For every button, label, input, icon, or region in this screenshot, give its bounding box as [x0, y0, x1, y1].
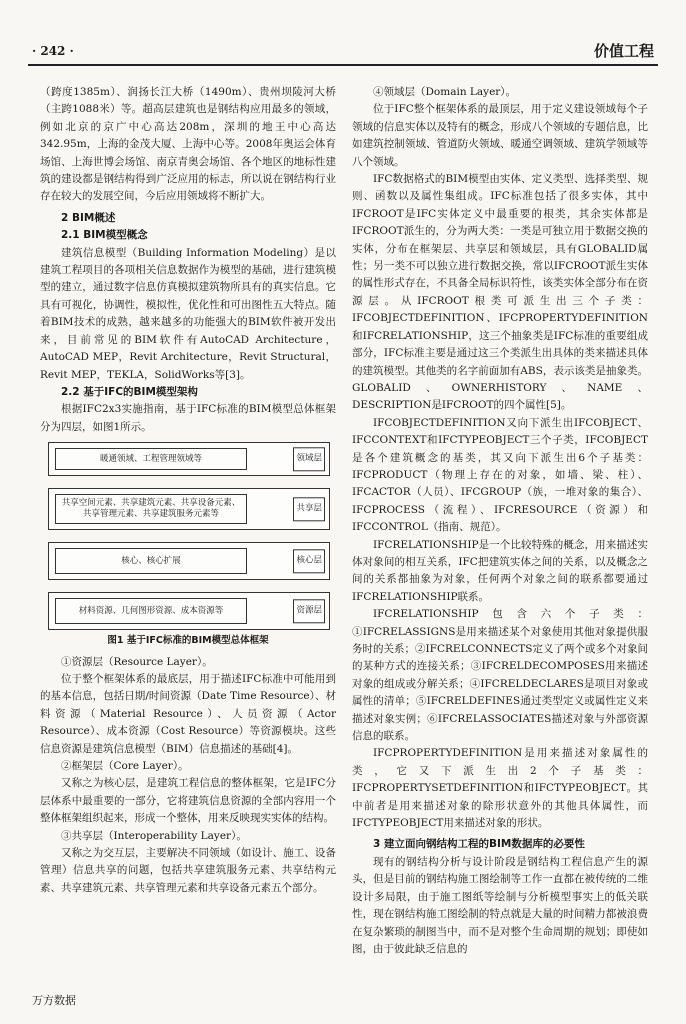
section-heading-2: 2 BIM概述	[61, 211, 116, 224]
paragraph-2-1: 建筑信息模型（Building Information Modeling）是以建筑工程项目的各项相关信息数据作为模型的基础，进行建筑模型的建立，通过数字信息仿真模拟建筑物所具有的真实信息。它具有可视化，协调性，模拟性，优化性和可出图性五大特点。随着BIM技术的成熟，越来越多的功能强大的BIM软件被开发出来，目前常见的BIM软件有AutoCAD Architecture，AutoCAD MEP，Revit Architecture，Revit Structural，Revit MEP，TEKLA，SolidWorks等[3]。	[40, 246, 336, 381]
core-layer-content: 核心、核心扩展	[55, 548, 247, 574]
paragraph-2-2: 根据IFC2x3实施指南，基于IFC标准的BIM模型总体框架分为四层，如图1所示。	[40, 403, 336, 433]
paragraph-ifc-structure: IFC数据格式的BIM模型由实体、定义类型、选择类型、规则、函数以及属性集组成。IFC标准包括了很多实体，其中IFCROOT是IFC实体定义中最重要的根类，其余实体都是IFCROOT派生的，分为两大类：一类是可独立用于数据交换的实体，分布在框架层、共享层和领域层，具有GLOBALID属性；另一类不可以独立进行数据交换，常以IFCROOT派生实体的属性形式存在，不具备全局标识符性，该类实体全部分布在资源层。从IFCROOT根类可派生出三个子类：IFCOBJECTDEFINITION、IFCPROPERTYDEFINITION和IFCRELATIONSHIP，这三个抽象类是IFC标准的重要组成部分，IFC标准主要是通过这三个类派生出具体的类来描述具体的建筑模型。其他类的名字前面加有ABS，表示该类是抽象类。GLOBALID、OWNERHISTORY、NAME、DESCRIPTION是IFCROOT的四个属性[5]。	[352, 173, 648, 412]
footer-watermark: 万方数据	[32, 994, 76, 1007]
item-4-body: 位于IFC整个框架体系的最顶层，用于定义建设领域每个子领域的信息实体以及特有的概念，形成八个领域的专题信息，比如建筑控制领域、管道防火领域、暖通空调领域、建筑学领域等八个领域。	[352, 103, 648, 168]
resource-layer-box	[48, 592, 330, 630]
right-column	[352, 84, 648, 958]
item-2-body: 又称之为核心层，是建筑工程信息的整体框架，它是IFC分层体系中最重要的一部分，它将建筑信息资源的全部内容用一个整体框架组织起来，形成一个整体，用来反映现实实体的结构。	[40, 777, 336, 825]
journal-title: 价值工程	[593, 42, 654, 60]
section-heading-2-2: 2.2 基于IFC的BIM模型架构	[61, 385, 198, 398]
item-2-title: ②框架层（Core Layer）。	[61, 759, 189, 772]
shared-layer-content: 共享空间元素、共享建筑元素、共享设备元素、共享管理元素、共享建筑服务元素等	[55, 494, 247, 524]
paragraph-intro: （跨度1385m）、润扬长江大桥（1490m）、贵州坝陵河大桥（主跨1088米）等。超高层建筑也是钢结构应用最多的领域，例如北京的京广中心高达208m，深圳的地王中心高达342.95m，上海的金茂大厦、上海中心等。2008年奥运会体育场馆、上海世博会场馆、南京青奥会场馆、各个地区的地标性建筑的建设都是钢结构得到广泛应用的标志，所以说在钢结构行业存在较大的发展空间，今后应用领域将不断扩大。	[40, 86, 336, 203]
shared-layer-tag: 共享层	[293, 497, 325, 520]
paragraph-ifcobjectdefinition: IFCOBJECTDEFINITION又向下派生出IFCOBJECT、IFCCONTEXT和IFCTYPEOBJECT三个子类，IFCOBJECT是各个建筑概念的基类，其又向下派生出6个子基类：IFCPRODUCT（物理上存在的对象，如墙、梁、柱）、IFCACTOR（人员）、IFCGROUP（族，一堆对象的集合）、IFCPROCESS（流程）、IFCRESOURCE（资源）和IFCCONTROL（指南、规范）。	[352, 416, 648, 534]
domain-layer-tag: 领域层	[293, 447, 325, 470]
paragraph-ifcrelationship-subclasses: IFCRELATIONSHIP包含六个子类：①IFCRELASSIGNS是用来描述某个对象使用其他对象提供服务时的关系；②IFCRELCONNECTS定义了两个或多个对象间的某种方式的连接关系；③IFCRELDECOMPOSES用来描述对象的组成或分解关系；④IFCRELDECLARES是项目对象或属性的清单；⑤IFCRELDEFINES通过类型定义或属性定义来描述对象实例；⑥IFCRELASSOCIATES描述对象与外部资源信息的联系。	[352, 608, 648, 743]
figure-1-framework	[48, 442, 328, 630]
resource-layer-tag: 资源层	[293, 599, 325, 622]
shared-layer-box	[48, 488, 330, 530]
item-3-title: ③共享层（Interoperability Layer）。	[61, 829, 247, 842]
section-heading-2-1: 2.1 BIM模型概念	[61, 229, 148, 242]
page-number: · 242 ·	[32, 44, 74, 58]
section-heading-3: 3 建立面向钢结构工程的BIM数据库的必要性	[373, 838, 585, 851]
paragraph-ifcpropertydefinition: IFCPROPERTYDEFINITION是用来描述对象属性的类，它又下派生出2个子基类：IFCPROPERTYSETDEFINITION和IFCTYPEOBJECT。其中前者是用来描述对象的除形状意外的其他具体属性，而IFCTYPEOBJECT用来描述对象的形状。	[352, 747, 648, 830]
item-3-body: 又称之为交互层，主要解决不同领域（如设计、施工、设备管理）信息共享的问题，包括共享建筑服务元素、共享结构元素、共享建筑元素、共享管理元素和共享设备元素五个部分。	[40, 847, 336, 894]
item-1-body: 位于整个框架体系的最底层，用于描述IFC标准中可能用到的基本信息，包括日期/时间资源（Date Time Resource）、材料资源（Material Resource）、人员资源（Actor Resource）、成本资源（Cost Resource）等资源模块。这些信息资源是建筑信息模型（BIM）信息描述的基础[4]。	[40, 672, 336, 755]
domain-layer-content: 暖通领域、工程管理领域等	[55, 448, 247, 470]
domain-layer-box	[48, 442, 330, 476]
figure-1-caption: 图1 基于IFC标准的BIM模型总体框架	[107, 635, 269, 647]
page-header	[28, 40, 658, 66]
left-column	[40, 84, 336, 897]
item-1-title: ①资源层（Resource Layer）。	[61, 655, 213, 668]
resource-layer-content: 材料资源、几何图形资源、成本资源等	[55, 598, 247, 624]
core-layer-tag: 核心层	[293, 549, 325, 572]
core-layer-box	[48, 542, 330, 580]
paragraph-ifcrelationship: IFCRELATIONSHIP是一个比较特殊的概念，用来描述实体对象间的相互关系，IFC把建筑实体之间的关系，以及概念之间的关系都抽象为对象，任何两个对象之间的联系都要通过IFCRELATIONSHIP联系。	[352, 538, 648, 603]
paragraph-3: 现有的钢结构分析与设计阶段是钢结构工程信息产生的源头，但是目前的钢结构施工图绘制等工作一直都在被传统的二维设计多局限，由于施工图纸等绘制与分析模型事实上的低关联性，现在钢结构施工图绘制的特点就是大量的时间精力都被浪费在复杂繁琐的制图当中，而不是对整个生命周期的规划；即使如图，由于彼此缺乏信息的	[352, 855, 648, 955]
item-4-title: ④领域层（Domain Layer）。	[373, 86, 517, 98]
